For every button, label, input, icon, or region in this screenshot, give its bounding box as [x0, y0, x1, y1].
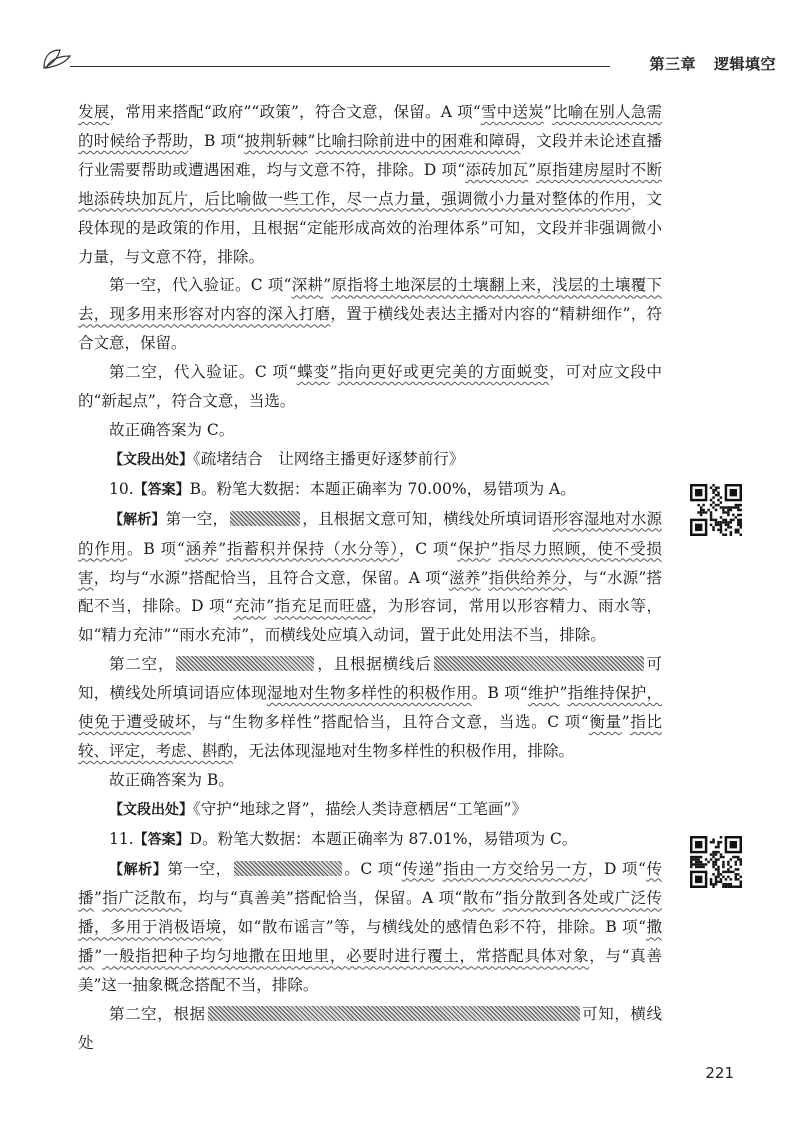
- text-run: D。粉笔大数据：本题正确率为 87.01%，易错项为 C。: [189, 829, 578, 848]
- text-run: 第一空，代入验证。C 项“: [109, 276, 292, 295]
- text-run: 故正确答案为 B。: [109, 770, 234, 789]
- text-run: ，常用来搭配“政府”“政策”，符合文意，保留。A 项“: [109, 103, 481, 121]
- paragraph: [78, 271, 662, 358]
- body-text: [78, 98, 662, 1058]
- underlined-text: 形容湿地对水源的作用: [78, 509, 662, 558]
- underlined-text: 撒播: [78, 918, 662, 966]
- underlined-text: 传递: [401, 859, 435, 878]
- qr-code-icon[interactable]: [690, 836, 742, 888]
- section-tag: 【文段出处】: [109, 451, 193, 468]
- underlined-text: 散布: [462, 889, 495, 908]
- text-run: 第二空，根据: [109, 1005, 206, 1024]
- section-tag: 【解析】: [109, 861, 168, 878]
- underlined-text: 涵养: [184, 539, 219, 558]
- text-run: B。粉笔大数据：本题正确率为 70.00%，易错项为 A。: [189, 479, 576, 498]
- text-run: ”: [559, 684, 568, 703]
- leaf-icon: [40, 46, 74, 72]
- underlined-text: 指蓄积并保持（水分等）: [226, 539, 399, 558]
- text-run: ，置于横线处表达主播对内容的“精耕细作”，符合文意，保留。: [78, 305, 662, 353]
- underlined-text: 湿地对生物多样性的积极作用: [267, 684, 472, 703]
- underlined-text: 指充足而旺盛: [274, 597, 372, 616]
- text-run: ，D 项“: [587, 859, 646, 878]
- underlined-text: 传播: [78, 859, 662, 908]
- paragraph: [78, 650, 662, 766]
- paragraph: [78, 445, 662, 475]
- text-run: ”: [323, 276, 332, 295]
- section-tag: 【文段出处】: [109, 801, 193, 818]
- text-run: ”: [93, 889, 102, 908]
- underlined-text: 雪中送炭: [480, 103, 544, 121]
- text-run: ，且根据横线后: [316, 655, 432, 674]
- text-run: ，B 项“: [188, 131, 245, 150]
- section-tag: 【答案】: [133, 831, 190, 848]
- text-run: 。C 项“: [343, 859, 402, 878]
- underlined-text: 指维持保护，使免于遭受破坏: [78, 684, 662, 732]
- underlined-text: 指比较、评定，考虑、斟酌: [78, 713, 662, 760]
- section-tag: 【解析】: [109, 511, 166, 528]
- paragraph: [78, 416, 662, 445]
- page-header: [40, 40, 780, 80]
- text-run: ”: [480, 568, 489, 587]
- text-run: ，无法体现湿地对生物多样性的积极作用，排除。: [233, 741, 575, 760]
- redacted-text: [230, 511, 300, 526]
- underlined-text: 维护: [527, 684, 560, 703]
- text-run: ”: [528, 160, 537, 179]
- text-run: ”: [94, 947, 103, 966]
- paragraph: [78, 855, 662, 1001]
- underlined-text: 发展: [78, 103, 110, 121]
- paragraph: [78, 98, 662, 271]
- text-run: ，如“散布谣言”等，与横线处的感情色彩不符，排除。B 项“: [221, 918, 647, 937]
- text-run: 。B 项“: [471, 684, 528, 703]
- text-run: 第二空，代入验证。C 项“: [109, 363, 297, 382]
- underlined-text: 指分散到各处或广泛传播，多用于消极语境: [78, 889, 662, 937]
- text-run: ，C 项“: [398, 539, 458, 558]
- underlined-text: 指由一方交给另一方: [442, 859, 588, 878]
- text-run: 可知，横线处: [78, 1005, 662, 1052]
- text-run: 第一空，: [165, 509, 229, 528]
- text-run: ”: [490, 539, 499, 558]
- text-run: 《疏堵结合 让网络主播更好逐梦前行》: [193, 449, 465, 468]
- text-run: ，与“真善美”这一抽象概念搭配不当，排除。: [78, 947, 662, 995]
- underlined-text: 原指将土地深层的土壤翻上来，浅层的土壤覆下去，现多用来形容对内容的深入打磨: [78, 276, 662, 324]
- text-run: ”: [543, 103, 552, 121]
- underlined-text: 原指建房屋时不断地添砖块加瓦片，后比喻做一些工作，尽一点力量，强调微小力量对整体的作用: [78, 160, 662, 208]
- text-run: ”: [218, 539, 227, 558]
- paragraph: [78, 1000, 662, 1058]
- text-run: 第一空，: [167, 859, 232, 878]
- underlined-text: 充沛: [233, 597, 267, 616]
- text-run: ，文段并未论述直播行业需要帮助或遭遇困难，均与文意不符，排除。D 项“: [78, 131, 662, 179]
- text-run: 《守护“地球之肾”，描绘人类诗意栖居“工笔画”》: [193, 799, 527, 818]
- text-run: 第二空，: [109, 655, 175, 674]
- text-run: ，均与“真善美”搭配恰当，保留。A 项“: [182, 889, 463, 908]
- header-rule: [70, 66, 610, 67]
- underlined-text: 蝶变: [296, 363, 330, 382]
- text-run: ，且根据文意可知，横线处所填词语: [302, 509, 553, 528]
- paragraph: [78, 358, 662, 416]
- text-run: ，文段体现的是政策的作用，且根据“定能形成高效的治理体系”可知，文段并非强调微小力量，与文意不符，排除。: [78, 189, 662, 266]
- underlined-text: 添砖加瓦: [465, 160, 529, 179]
- text-run: 可知，横线处所填词语应体现: [78, 655, 662, 703]
- text-run: ”: [434, 859, 443, 878]
- underlined-text: 比喻扫除前进中的困难和障碍: [315, 131, 521, 150]
- redacted-text: [234, 861, 342, 876]
- section-tag: 【答案】: [133, 481, 190, 498]
- underlined-text: 指广泛散布: [101, 889, 183, 908]
- underlined-text: 滋养: [448, 568, 481, 587]
- text-run: ”: [621, 713, 630, 732]
- paragraph: [78, 475, 662, 505]
- section-label: 逻辑填空: [713, 55, 776, 73]
- underlined-text: 指向更好或更完美的方面蜕变: [337, 363, 550, 382]
- text-run: 11.: [109, 829, 134, 848]
- redacted-text: [176, 656, 314, 671]
- underlined-text: 深耕: [291, 276, 324, 295]
- underlined-text: 一般指把种子均匀地撒在田地里，必要时进行覆土，常搭配具体对象: [102, 947, 590, 966]
- paragraph: [78, 766, 662, 795]
- text-run: ，与“水源”搭配不当，排除。D 项“: [78, 568, 662, 616]
- text-run: ，与“生物多样性”搭配恰当，且符合文意，当选。C 项“: [191, 713, 589, 732]
- text-run: 10.: [109, 479, 134, 498]
- text-run: ，为形容词，常用以形容精力、雨水等，如“精力充沛”“雨水充沛”，而横线处应填入动词，置于此处用法不当，排除。: [78, 597, 662, 645]
- underlined-text: 指尽力照顾，使不受损害: [78, 539, 662, 587]
- redacted-text: [208, 1006, 580, 1021]
- paragraph: [78, 825, 662, 855]
- text-run: ，可对应文段中的“新起点”，符合文意，当选。: [78, 363, 662, 411]
- chapter-title: [649, 53, 776, 74]
- underlined-text: 指供给养分: [488, 568, 568, 587]
- paragraph: [78, 505, 662, 651]
- underlined-text: 披荆斩棘: [244, 131, 308, 150]
- redacted-text: [434, 656, 644, 671]
- chapter-label: 第三章: [649, 55, 696, 73]
- underlined-text: 衡量: [588, 713, 622, 732]
- qr-code-icon[interactable]: [690, 484, 742, 536]
- text-run: ”: [329, 363, 338, 382]
- text-run: ”: [494, 889, 503, 908]
- text-run: 。B 项“: [127, 539, 185, 558]
- underlined-text: 比喻在别人急需的时候给予帮助: [78, 103, 662, 150]
- paragraph: [78, 795, 662, 825]
- page-number: 221: [705, 1064, 734, 1082]
- text-run: ”: [266, 597, 275, 616]
- underlined-text: 保护: [457, 539, 491, 558]
- text-run: 故正确答案为 C。: [109, 420, 235, 439]
- text-run: ，均与“水源”搭配恰当，且符合文意，保留。A 项“: [93, 568, 449, 587]
- text-run: ”: [307, 131, 316, 150]
